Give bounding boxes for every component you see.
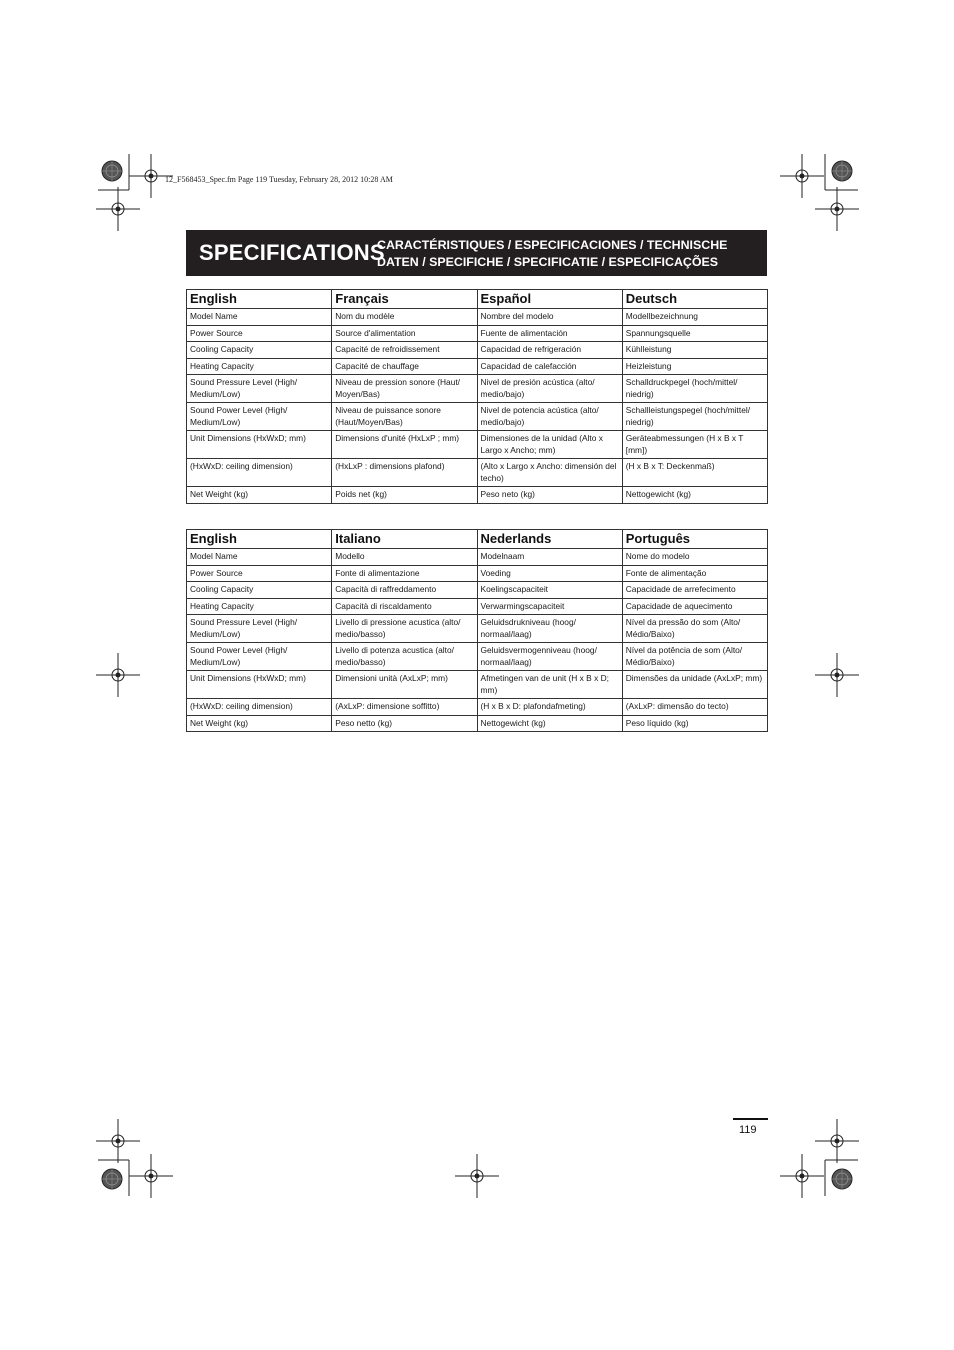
table-cell: Capacité de chauffage (332, 358, 477, 375)
table-cell: Capacidade de aquecimento (622, 598, 767, 615)
table-cell: Koelingscapaciteit (477, 582, 622, 599)
table-cell: (AxLxP: dimensão do tecto) (622, 699, 767, 716)
table-cell: Model Name (187, 309, 332, 326)
registration-disc-bottom-left (102, 1169, 122, 1189)
table-cell: (HxWxD: ceiling dimension) (187, 459, 332, 487)
table-cell: Sound Pressure Level (High/ Medium/Low) (187, 615, 332, 643)
table-cell: Power Source (187, 565, 332, 582)
table-cell: Capacità di raffreddamento (332, 582, 477, 599)
table-cell: Peso neto (kg) (477, 487, 622, 504)
table-cell: Poids net (kg) (332, 487, 477, 504)
table-cell: Modelnaam (477, 549, 622, 566)
table-cell: Cooling Capacity (187, 582, 332, 599)
page-subtitle: CARACTÉRISTIQUES / ESPECIFICACIONES / TECHNISCHE DATEN / SPECIFICHE / SPECIFICATIE / ESPECIFICAÇÕES (377, 238, 728, 269)
registration-disc-bottom-right (832, 1169, 852, 1189)
registration-disc-top-left (102, 161, 122, 181)
registration-target-bottom-left (96, 1119, 140, 1163)
registration-target-top-right (780, 154, 824, 198)
table-cell: Capacidad de refrigeración (477, 342, 622, 359)
page-number: 119 (739, 1124, 757, 1136)
table-cell: Heating Capacity (187, 598, 332, 615)
table-cell: Dimensões da unidade (AxLxP; mm) (622, 671, 767, 699)
table-cell: Power Source (187, 325, 332, 342)
table-cell: Capacità di riscaldamento (332, 598, 477, 615)
column-header: Nederlands (477, 530, 622, 549)
table-cell: Capacité de refroidissement (332, 342, 477, 359)
table-cell: Capacidad de calefacción (477, 358, 622, 375)
registration-disc-top-right (832, 161, 852, 181)
registration-target-top-left (129, 154, 173, 198)
registration-target-top-left-lower (96, 187, 140, 231)
table-cell: Niveau de puissance sonore (Haut/Moyen/Bas) (332, 403, 477, 431)
table-cell: Nome do modelo (622, 549, 767, 566)
table-cell: Geräteabmessungen (H x B x T [mm]) (622, 431, 767, 459)
table-cell: Modello (332, 549, 477, 566)
table-cell: Nom du modèle (332, 309, 477, 326)
table-cell: Niveau de pression sonore (Haut/ Moyen/Bas) (332, 375, 477, 403)
table-cell: Schallleistungspegel (hoch/mittel/ niedrig) (622, 403, 767, 431)
table-cell: (AxLxP: dimensione soffitto) (332, 699, 477, 716)
column-header: English (187, 530, 332, 549)
table-cell: Geluidsdrukniveau (hoog/ normaal/laag) (477, 615, 622, 643)
table-cell: Nettogewicht (kg) (477, 715, 622, 732)
table-cell: Fuente de alimentación (477, 325, 622, 342)
table-cell: Fonte de alimentação (622, 565, 767, 582)
table-cell: Net Weight (kg) (187, 715, 332, 732)
table-cell: Cooling Capacity (187, 342, 332, 359)
table-cell: Sound Power Level (High/ Medium/Low) (187, 643, 332, 671)
table-cell: Unit Dimensions (HxWxD; mm) (187, 431, 332, 459)
table-cell: Nivel de presión acústica (alto/ medio/bajo) (477, 375, 622, 403)
table-cell: Schalldruckpegel (hoch/mittel/ niedrig) (622, 375, 767, 403)
table-cell: Sound Power Level (High/ Medium/Low) (187, 403, 332, 431)
column-header: Deutsch (622, 290, 767, 309)
column-header: Português (622, 530, 767, 549)
registration-target-top-right-lower (815, 187, 859, 231)
table-cell: Kühlleistung (622, 342, 767, 359)
table-cell: Spannungsquelle (622, 325, 767, 342)
table-cell: Nivel de potencia acústica (alto/ medio/bajo) (477, 403, 622, 431)
table-cell: Dimensiones de la unidad (Alto x Largo x Ancho; mm) (477, 431, 622, 459)
table-cell: Nettogewicht (kg) (622, 487, 767, 504)
table-cell: Geluidsvermogenniveau (hoog/ normaal/laag) (477, 643, 622, 671)
table-cell: Voeding (477, 565, 622, 582)
table-cell: Heating Capacity (187, 358, 332, 375)
registration-target-middle-left (96, 653, 140, 697)
table-cell: (H x B x D: plafondafmeting) (477, 699, 622, 716)
table-cell: Dimensioni unità (AxLxP; mm) (332, 671, 477, 699)
registration-target-bottom-center (455, 1154, 499, 1198)
table-cell: Sound Pressure Level (High/ Medium/Low) (187, 375, 332, 403)
table-cell: Capacidade de arrefecimento (622, 582, 767, 599)
registration-target-bottom-left-lower (129, 1154, 173, 1198)
table-cell: Dimensions d'unité (HxLxP ; mm) (332, 431, 477, 459)
table-cell: Peso líquido (kg) (622, 715, 767, 732)
registration-target-bottom-right-lower (780, 1154, 824, 1198)
table-cell: (HxLxP : dimensions plafond) (332, 459, 477, 487)
table-cell: Nível da potência de som (Alto/ Médio/Baixo) (622, 643, 767, 671)
page-title: SPECIFICATIONS (199, 240, 385, 265)
table-cell: Heizleistung (622, 358, 767, 375)
table-cell: (HxWxD: ceiling dimension) (187, 699, 332, 716)
table-cell: (Alto x Largo x Ancho: dimensión del techo) (477, 459, 622, 487)
registration-target-middle-right (815, 653, 859, 697)
table-cell: Fonte di alimentazione (332, 565, 477, 582)
registration-target-bottom-right (815, 1119, 859, 1163)
column-header: English (187, 290, 332, 309)
column-header: Français (332, 290, 477, 309)
table-cell: Nombre del modelo (477, 309, 622, 326)
table-cell: Verwarmingscapaciteit (477, 598, 622, 615)
table-cell: Livello di pressione acustica (alto/ medio/basso) (332, 615, 477, 643)
table-cell: Modellbezeichnung (622, 309, 767, 326)
table-cell: Net Weight (kg) (187, 487, 332, 504)
table-cell: Peso netto (kg) (332, 715, 477, 732)
table-cell: Afmetingen van de unit (H x B x D; mm) (477, 671, 622, 699)
table-cell: Model Name (187, 549, 332, 566)
table-cell: (H x B x T: Deckenmaß) (622, 459, 767, 487)
column-header: Italiano (332, 530, 477, 549)
table-cell: Source d'alimentation (332, 325, 477, 342)
column-header: Español (477, 290, 622, 309)
table-cell: Livello di potenza acustica (alto/ medio/basso) (332, 643, 477, 671)
table-cell: Unit Dimensions (HxWxD; mm) (187, 671, 332, 699)
table-cell: Nível da pressão do som (Alto/ Médio/Baixo) (622, 615, 767, 643)
print-header: 12_F568453_Spec.fm Page 119 Tuesday, February 28, 2012 10:28 AM (165, 175, 393, 184)
